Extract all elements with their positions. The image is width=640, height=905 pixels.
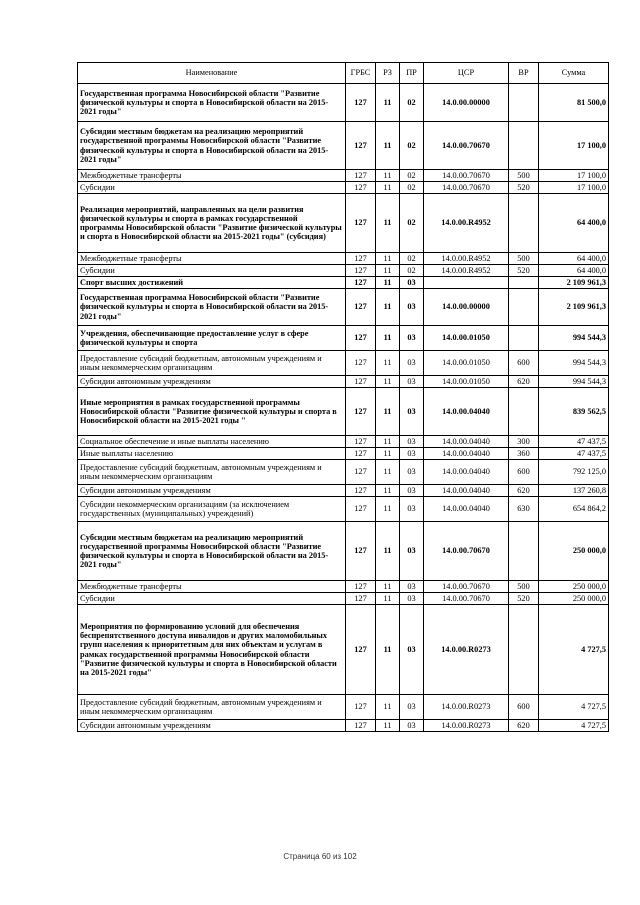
table-row	[78, 497, 609, 522]
cell-pr: 03	[400, 388, 424, 436]
cell-pr: 03	[400, 720, 424, 732]
cell-vr: 620	[509, 485, 539, 497]
cell-sum: 17 100,0	[539, 182, 609, 194]
cell-grbs: 127	[346, 265, 376, 277]
cell-rz: 11	[376, 84, 400, 122]
cell-pr: 02	[400, 194, 424, 253]
cell-rz: 11	[376, 194, 400, 253]
cell-name: Иные мероприятия в рамках государственной программы Новосибирской области "Развитие физической культуры и спорта в Новосибирской области на 2015-2021 годы "	[78, 388, 346, 436]
cell-vr: 500	[509, 170, 539, 182]
cell-rz: 11	[376, 277, 400, 289]
cell-pr: 03	[400, 485, 424, 497]
cell-rz: 11	[376, 388, 400, 436]
cell-rz: 11	[376, 376, 400, 388]
cell-sum: 64 400,0	[539, 194, 609, 253]
cell-csr: 14.0.00.00000	[424, 289, 509, 326]
cell-grbs: 127	[346, 497, 376, 522]
cell-rz: 11	[376, 326, 400, 351]
table-row	[78, 720, 609, 732]
cell-name: Государственная программа Новосибирской области "Развитие физической культуры и спорта в Новосибирской области на 2015-2021 годы"	[78, 84, 346, 122]
cell-csr: 14.0.00.70670	[424, 522, 509, 581]
cell-vr	[509, 289, 539, 326]
cell-vr: 600	[509, 460, 539, 485]
cell-csr: 14.0.00.04040	[424, 448, 509, 460]
cell-pr: 03	[400, 581, 424, 593]
cell-name: Субсидии автономным учреждениям	[78, 485, 346, 497]
cell-sum: 839 562,5	[539, 388, 609, 436]
cell-vr: 520	[509, 593, 539, 605]
cell-vr	[509, 522, 539, 581]
table-row	[78, 277, 609, 289]
table-row	[78, 460, 609, 485]
cell-pr: 03	[400, 460, 424, 485]
table-row	[78, 376, 609, 388]
cell-name: Реализация мероприятий, направленных на цели развития физической культуры и спорта в рамках государственной программы Новосибирской области "Развитие физической культуры и спорта в Новосибирской области на 2015-2021 годы" (субсидия)	[78, 194, 346, 253]
table-row	[78, 351, 609, 376]
cell-vr	[509, 388, 539, 436]
table-row	[78, 170, 609, 182]
table-row	[78, 326, 609, 351]
cell-pr: 03	[400, 351, 424, 376]
cell-rz: 11	[376, 170, 400, 182]
cell-name: Предоставление субсидий бюджетным, автономным учреждениям и иным некоммерческим организациям	[78, 351, 346, 376]
cell-sum: 137 260,8	[539, 485, 609, 497]
cell-csr: 14.0.00.04040	[424, 388, 509, 436]
cell-csr: 14.0.00.R4952	[424, 265, 509, 277]
cell-pr: 03	[400, 376, 424, 388]
cell-rz: 11	[376, 436, 400, 448]
page-number: Страница 60 из 102	[283, 852, 357, 861]
cell-vr	[509, 194, 539, 253]
cell-vr	[509, 326, 539, 351]
cell-name: Государственная программа Новосибирской области "Развитие физической культуры и спорта в Новосибирской области на 2015-2021 годы"	[78, 289, 346, 326]
header-rz: РЗ	[376, 63, 400, 84]
cell-vr: 600	[509, 351, 539, 376]
cell-sum: 994 544,3	[539, 351, 609, 376]
table-row	[78, 522, 609, 581]
cell-vr	[509, 122, 539, 170]
cell-vr: 500	[509, 581, 539, 593]
cell-grbs: 127	[346, 485, 376, 497]
cell-name: Межбюджетные трансферты	[78, 253, 346, 265]
cell-name: Межбюджетные трансферты	[78, 170, 346, 182]
cell-name: Мероприятия по формированию условий для обеспечения беспрепятственного доступа инвалидов и других маломобильных групп населения к приоритетным для них объектам и услугам в рамках государственной программы Новосибирской области "Развитие физической культуры и спорта в Новосибирской области на 2015-2021 годы"	[78, 605, 346, 695]
cell-csr: 14.0.00.04040	[424, 485, 509, 497]
cell-grbs: 127	[346, 720, 376, 732]
table-header-row	[78, 63, 609, 84]
cell-rz: 11	[376, 351, 400, 376]
cell-grbs: 127	[346, 581, 376, 593]
cell-grbs: 127	[346, 605, 376, 695]
cell-pr: 03	[400, 289, 424, 326]
cell-rz: 11	[376, 448, 400, 460]
cell-name: Субсидии местным бюджетам на реализацию мероприятий государственной программы Новосибирской области "Развитие физической культуры и спорта в Новосибирской области на 2015-2021 годы"	[78, 522, 346, 581]
cell-grbs: 127	[346, 194, 376, 253]
cell-rz: 11	[376, 460, 400, 485]
cell-grbs: 127	[346, 351, 376, 376]
cell-name: Субсидии автономным учреждениям	[78, 720, 346, 732]
cell-grbs: 127	[346, 182, 376, 194]
header-vr: ВР	[509, 63, 539, 84]
cell-rz: 11	[376, 605, 400, 695]
cell-sum: 994 544,3	[539, 376, 609, 388]
cell-sum: 250 000,0	[539, 581, 609, 593]
cell-pr: 03	[400, 605, 424, 695]
cell-vr: 620	[509, 720, 539, 732]
cell-rz: 11	[376, 289, 400, 326]
cell-vr: 630	[509, 497, 539, 522]
cell-csr: 14.0.00.01050	[424, 326, 509, 351]
cell-sum: 654 864,2	[539, 497, 609, 522]
cell-sum: 17 100,0	[539, 122, 609, 170]
cell-pr: 03	[400, 277, 424, 289]
cell-sum: 4 727,5	[539, 695, 609, 720]
cell-vr: 500	[509, 253, 539, 265]
cell-rz: 11	[376, 522, 400, 581]
cell-name: Субсидии	[78, 182, 346, 194]
table-row	[78, 388, 609, 436]
cell-sum: 250 000,0	[539, 593, 609, 605]
cell-vr: 300	[509, 436, 539, 448]
cell-pr: 03	[400, 326, 424, 351]
cell-pr: 03	[400, 497, 424, 522]
cell-rz: 11	[376, 593, 400, 605]
cell-grbs: 127	[346, 436, 376, 448]
cell-pr: 02	[400, 170, 424, 182]
cell-pr: 02	[400, 265, 424, 277]
cell-grbs: 127	[346, 695, 376, 720]
cell-pr: 02	[400, 253, 424, 265]
table-row	[78, 84, 609, 122]
cell-csr: 14.0.00.70670	[424, 593, 509, 605]
cell-csr: 14.0.00.R4952	[424, 194, 509, 253]
cell-name: Субсидии	[78, 265, 346, 277]
cell-name: Межбюджетные трансферты	[78, 581, 346, 593]
table-row	[78, 605, 609, 695]
cell-vr: 520	[509, 265, 539, 277]
cell-csr: 14.0.00.04040	[424, 497, 509, 522]
cell-rz: 11	[376, 253, 400, 265]
cell-grbs: 127	[346, 593, 376, 605]
cell-vr: 600	[509, 695, 539, 720]
cell-pr: 03	[400, 522, 424, 581]
header-pr: ПР	[400, 63, 424, 84]
cell-pr: 03	[400, 695, 424, 720]
cell-csr: 14.0.00.70670	[424, 182, 509, 194]
cell-rz: 11	[376, 265, 400, 277]
cell-sum: 250 000,0	[539, 522, 609, 581]
cell-csr: 14.0.00.R0273	[424, 720, 509, 732]
cell-sum: 994 544,3	[539, 326, 609, 351]
cell-name: Предоставление субсидий бюджетным, автономным учреждениям и иным некоммерческим организациям	[78, 695, 346, 720]
cell-name: Иные выплаты населению	[78, 448, 346, 460]
table-row	[78, 695, 609, 720]
cell-csr: 14.0.00.R0273	[424, 605, 509, 695]
cell-grbs: 127	[346, 460, 376, 485]
cell-grbs: 127	[346, 376, 376, 388]
cell-name: Учреждения, обеспечивающие предоставление услуг в сфере физической культуры и спорта	[78, 326, 346, 351]
table-body	[78, 84, 609, 732]
cell-sum: 47 437,5	[539, 448, 609, 460]
cell-rz: 11	[376, 581, 400, 593]
table-row	[78, 581, 609, 593]
cell-name: Спорт высших достижений	[78, 277, 346, 289]
cell-sum: 81 500,0	[539, 84, 609, 122]
cell-grbs: 127	[346, 522, 376, 581]
cell-csr: 14.0.00.04040	[424, 436, 509, 448]
cell-csr: 14.0.00.70670	[424, 581, 509, 593]
cell-pr: 03	[400, 448, 424, 460]
table-row	[78, 436, 609, 448]
cell-rz: 11	[376, 720, 400, 732]
header-sum: Сумма	[539, 63, 609, 84]
cell-pr: 03	[400, 436, 424, 448]
table-row	[78, 593, 609, 605]
cell-vr: 520	[509, 182, 539, 194]
cell-csr: 14.0.00.R0273	[424, 695, 509, 720]
cell-sum: 792 125,0	[539, 460, 609, 485]
table-row	[78, 194, 609, 253]
cell-vr: 620	[509, 376, 539, 388]
cell-vr	[509, 277, 539, 289]
table-row	[78, 265, 609, 277]
cell-grbs: 127	[346, 388, 376, 436]
cell-csr	[424, 277, 509, 289]
header-name: Наименование	[78, 63, 346, 84]
cell-vr: 360	[509, 448, 539, 460]
cell-csr: 14.0.00.01050	[424, 351, 509, 376]
cell-csr: 14.0.00.04040	[424, 460, 509, 485]
table-row	[78, 448, 609, 460]
header-grbs: ГРБС	[346, 63, 376, 84]
cell-csr: 14.0.00.00000	[424, 84, 509, 122]
cell-sum: 17 100,0	[539, 170, 609, 182]
cell-grbs: 127	[346, 122, 376, 170]
cell-name: Предоставление субсидий бюджетным, автономным учреждениям и иным некоммерческим организациям	[78, 460, 346, 485]
cell-sum: 47 437,5	[539, 436, 609, 448]
table-row	[78, 253, 609, 265]
cell-name: Субсидии	[78, 593, 346, 605]
header-csr: ЦСР	[424, 63, 509, 84]
cell-sum: 64 400,0	[539, 265, 609, 277]
cell-sum: 4 727,5	[539, 605, 609, 695]
cell-grbs: 127	[346, 289, 376, 326]
cell-rz: 11	[376, 182, 400, 194]
cell-grbs: 127	[346, 84, 376, 122]
cell-pr: 02	[400, 122, 424, 170]
cell-csr: 14.0.00.01050	[424, 376, 509, 388]
cell-name: Субсидии автономным учреждениям	[78, 376, 346, 388]
cell-pr: 02	[400, 182, 424, 194]
cell-grbs: 127	[346, 448, 376, 460]
cell-vr	[509, 84, 539, 122]
cell-grbs: 127	[346, 277, 376, 289]
cell-name: Субсидии некоммерческим организациям (за исключением государственных (муниципальных) учреждений)	[78, 497, 346, 522]
cell-vr	[509, 605, 539, 695]
cell-sum: 2 109 961,3	[539, 277, 609, 289]
cell-sum: 64 400,0	[539, 253, 609, 265]
table-row	[78, 122, 609, 170]
cell-sum: 2 109 961,3	[539, 289, 609, 326]
table-row	[78, 289, 609, 326]
budget-table	[77, 62, 609, 732]
cell-pr: 03	[400, 593, 424, 605]
cell-rz: 11	[376, 122, 400, 170]
cell-csr: 14.0.00.70670	[424, 170, 509, 182]
cell-grbs: 127	[346, 170, 376, 182]
table-row	[78, 485, 609, 497]
cell-csr: 14.0.00.70670	[424, 122, 509, 170]
cell-rz: 11	[376, 485, 400, 497]
cell-csr: 14.0.00.R4952	[424, 253, 509, 265]
cell-grbs: 127	[346, 253, 376, 265]
table-row	[78, 182, 609, 194]
cell-rz: 11	[376, 497, 400, 522]
cell-grbs: 127	[346, 326, 376, 351]
cell-sum: 4 727,5	[539, 720, 609, 732]
cell-name: Субсидии местным бюджетам на реализацию мероприятий государственной программы Новосибирской области "Развитие физической культуры и спорта в Новосибирской области на 2015-2021 годы"	[78, 122, 346, 170]
cell-name: Социальное обеспечение и иные выплаты населению	[78, 436, 346, 448]
cell-rz: 11	[376, 695, 400, 720]
cell-pr: 02	[400, 84, 424, 122]
